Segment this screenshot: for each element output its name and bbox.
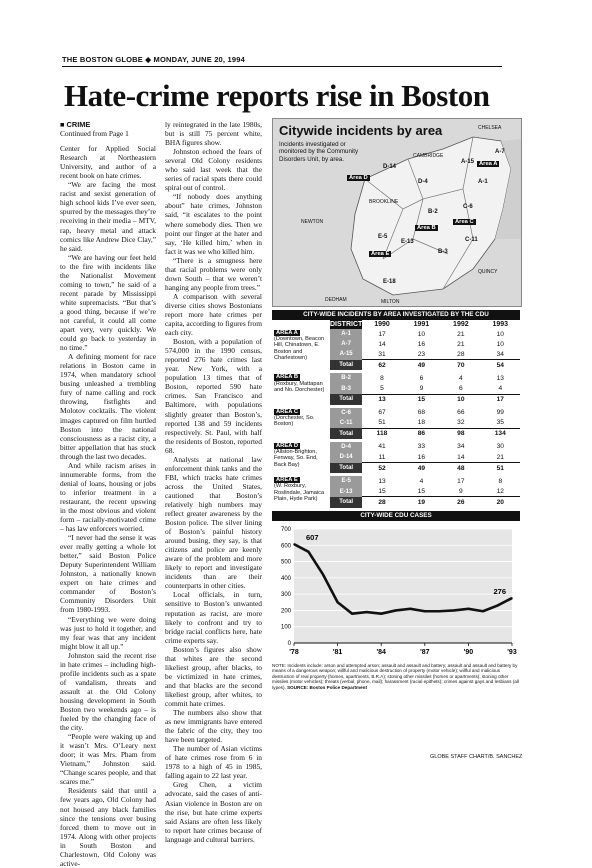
value-cell: 17 bbox=[481, 394, 520, 405]
article-paragraph: Boston’s figures also show that whites are the second likeliest group, after blacks, to be victimized in hate crimes, and that blacks are the second likeliest group, after whites, to commit hate crimes. bbox=[165, 644, 262, 708]
value-cell: 86 bbox=[402, 428, 441, 439]
district-label: D-14 bbox=[383, 164, 397, 170]
masthead: THE BOSTON GLOBE ◆ MONDAY, JUNE 20, 1994 bbox=[62, 55, 502, 67]
district-cell: Total bbox=[330, 463, 362, 474]
article-paragraph: “I never had the sense it was ever really getting a whole lot better,” said Boston Police Deputy Superintendent William Johnston, a nationally known expert on hate crimes and commander of Boston’s Community Disorders Unit from 1980-1993. bbox=[60, 533, 156, 615]
y-tick-label: 700 bbox=[280, 526, 291, 533]
value-cell: 98 bbox=[441, 428, 480, 439]
district-label: C-6 bbox=[463, 204, 473, 210]
value-cell: 68 bbox=[417, 409, 426, 417]
value-cell: 15 bbox=[402, 394, 441, 405]
cases-chart-svg bbox=[272, 521, 520, 661]
district-cell: B-2 bbox=[330, 373, 362, 383]
district-label: E-13 bbox=[401, 239, 414, 245]
note-text: NOTE: Incidents include: arson and attempted arson; assault and assault and battery; assault and assault and battery by means of a dangerous weapon; willful and malicious destruction of property (motor vehicle); willful and malicious destruction of real property (homes, apartments, B.R.A); stoning other missiles (homes or apartments); stoning other missiles (motor vehicles); threats (verbal, phone, mail); harassment (racial epithets); crimes against gays and lesbians (all types). bbox=[272, 662, 519, 690]
district-cell: D-14 bbox=[330, 452, 362, 463]
value-cell: 10 bbox=[417, 330, 426, 338]
x-tick-label: '90 bbox=[463, 648, 474, 656]
value-cell: 13 bbox=[362, 394, 401, 405]
district-label: D-4 bbox=[418, 179, 428, 185]
area-tag: Area C bbox=[455, 219, 474, 225]
area-tag: Area A bbox=[479, 161, 498, 167]
article-paragraph: Johnston echoed the fears of several Old Colony residents who said last week that the series of racial spats there could spiral out of control. bbox=[165, 147, 262, 193]
value-cell: 4 bbox=[459, 374, 463, 382]
value-cell: 14 bbox=[378, 340, 386, 348]
article-paragraph: Boston, with a population of 574,000 in the 1990 census, reported 276 hate crimes last year. New York, with a population 13 times that of Boston, reported 590 hate crimes. San Francisco and Baltimore, with populations slightly greater than Boston’s, reported 138 and 59 incidents respectively. St. Paul, with half the residents of Boston, reported 68. bbox=[165, 337, 262, 455]
value-cell: 12 bbox=[496, 487, 504, 495]
area-description: (Allston-Brighton, Fenway, So. End, Back Bay) bbox=[274, 449, 318, 468]
district-label: B-3 bbox=[438, 249, 448, 255]
area-tag: Area D bbox=[349, 175, 368, 181]
district-label: E-5 bbox=[378, 234, 388, 240]
area-name: AREA E bbox=[276, 477, 298, 484]
district-label: C-11 bbox=[465, 237, 478, 243]
data-point bbox=[424, 610, 426, 612]
value-cell: 20 bbox=[481, 497, 520, 508]
value-cell: 118 bbox=[362, 428, 401, 439]
district-label: E-18 bbox=[383, 279, 396, 285]
value-cell: 8 bbox=[498, 477, 503, 485]
section-label: ■ CRIME bbox=[60, 120, 91, 129]
cases-chart bbox=[272, 521, 520, 661]
continued-label: Continued from Page 1 bbox=[60, 129, 129, 139]
data-point bbox=[366, 611, 368, 613]
value-cell: 32 bbox=[457, 419, 465, 427]
chart-title: CITY-WIDE CDU CASES bbox=[272, 511, 520, 521]
value-cell: 67 bbox=[378, 409, 386, 417]
chart-note bbox=[272, 663, 520, 691]
value-cell: 48 bbox=[441, 463, 480, 474]
article-paragraph: “If nobody does anything about” hate crimes, Johnston said, “it escalates to the point where somebody dies. Then we point our finger at the hater and say, ‘He killed him,’ when in fact it was we who killed him. bbox=[165, 192, 262, 256]
value-cell: 9 bbox=[459, 487, 463, 495]
value-cell: 14 bbox=[457, 453, 465, 461]
column-header: 1991 bbox=[413, 321, 430, 328]
value-cell: 6 bbox=[459, 385, 463, 393]
area-cell bbox=[272, 329, 330, 370]
district-cell: C-11 bbox=[330, 418, 362, 429]
column-header: 1992 bbox=[453, 321, 469, 328]
article-paragraph: And while racism arises in innumerable forms, from the denial of loans, housing or jobs to inferior treatment in a restaurant, the recent upswing in the most obvious and violent form – racially-motivated crime – has law enforcers worried. bbox=[60, 460, 156, 534]
district-label: A-15 bbox=[461, 159, 475, 165]
y-tick-label: 0 bbox=[287, 640, 291, 647]
data-point bbox=[308, 551, 310, 553]
district-cell: E-5 bbox=[330, 476, 362, 486]
data-point bbox=[337, 601, 339, 603]
data-point bbox=[482, 610, 484, 612]
data-point bbox=[293, 543, 295, 545]
source-text: SOURCE: Boston Police Department bbox=[287, 684, 367, 690]
value-cell: 33 bbox=[417, 443, 426, 451]
district-map bbox=[272, 118, 522, 307]
district-cell: A-1 bbox=[330, 329, 362, 339]
column-header: 1990 bbox=[374, 321, 390, 328]
value-cell: 19 bbox=[402, 497, 441, 508]
place-label: CAMBRIDGE bbox=[413, 153, 444, 159]
y-tick-label: 300 bbox=[280, 591, 291, 598]
value-cell: 54 bbox=[481, 360, 520, 371]
value-cell: 11 bbox=[378, 453, 386, 461]
x-tick-label: '93 bbox=[507, 648, 517, 656]
value-cell: 4 bbox=[498, 385, 503, 393]
article-paragraph: “People were waking up and it wasn’t Mrs. O’Leary next door; it was Mrs. Pham from Vietnam,” Johnston said. “Change scares people, and that scares me.” bbox=[60, 732, 156, 787]
area-cell bbox=[272, 408, 330, 439]
article-paragraph: “We are facing the most racist and sexist generation of high school kids I’ve ever seen, spurred by the messages they’re receiving in their media – MTV, rap, heavy metal and attack comics like Andrew Dice Clay,” he said. bbox=[60, 180, 156, 253]
y-tick-label: 500 bbox=[280, 559, 291, 566]
table-title: CITY-WIDE INCIDENTS BY AREA INVESTIGATED BY THE CDU bbox=[272, 310, 520, 320]
headline: Hate-crime reports rise in Boston bbox=[64, 78, 490, 113]
place-label: QUINCY bbox=[478, 269, 498, 275]
incidents-table bbox=[272, 320, 520, 508]
y-tick-label: 400 bbox=[280, 575, 291, 582]
article-paragraph: Johnston said the recent rise in hate crimes – including high-profile incidents such as a spate of vandalism, threats and assault at the Old Colony housing development in South Boston two weekends ago – is fueled by the changing face of the city. bbox=[60, 650, 156, 733]
value-cell: 23 bbox=[417, 350, 426, 358]
value-cell: 99 bbox=[496, 409, 504, 417]
value-cell: 21 bbox=[457, 330, 465, 338]
value-cell: 10 bbox=[441, 394, 480, 405]
data-point bbox=[409, 608, 411, 610]
value-cell: 34 bbox=[496, 350, 504, 358]
place-label: BROOKLINE bbox=[369, 199, 399, 205]
value-cell: 52 bbox=[362, 463, 401, 474]
value-cell: 49 bbox=[402, 360, 441, 371]
district-cell: Total bbox=[330, 428, 362, 439]
value-cell: 16 bbox=[417, 453, 426, 461]
district-cell: Total bbox=[330, 394, 362, 405]
table-row bbox=[272, 329, 520, 339]
district-cell: A-7 bbox=[330, 339, 362, 349]
data-point bbox=[322, 573, 324, 575]
header-blank bbox=[272, 320, 330, 329]
area-cell bbox=[272, 442, 330, 473]
article-paragraph: The numbers also show that as new immigrants have entered the fabric of the city, they too have been targeted. bbox=[165, 708, 262, 745]
map-subtitle: Incidents investigated or monitored by the Community Disorders Unit, by area. bbox=[279, 141, 359, 163]
value-cell: 8 bbox=[380, 374, 384, 382]
value-cell: 66 bbox=[457, 409, 465, 417]
value-cell: 13 bbox=[496, 374, 504, 382]
staff-credit: GLOBE STAFF CHART/B. SANCHEZ bbox=[430, 754, 523, 760]
value-cell: 28 bbox=[362, 497, 401, 508]
district-label: B-2 bbox=[428, 209, 438, 215]
x-tick-label: '84 bbox=[376, 648, 386, 656]
y-tick-label: 600 bbox=[280, 542, 291, 549]
district-cell: C-6 bbox=[330, 408, 362, 418]
x-tick-label: '87 bbox=[420, 648, 430, 656]
value-cell: 41 bbox=[378, 443, 386, 451]
value-cell: 6 bbox=[419, 374, 424, 382]
data-point bbox=[380, 612, 382, 614]
article-paragraph: Analysts at national law enforcement think tanks and the FBI, which tracks hate crimes across the United States, cautioned that Boston’s relatively high numbers may reflect greater awareness by the Boston police. The silver lining of Boston’s painful history around busing, they say, is that citizens and police are keenly aware of the problem and more likely to report and investigate incidents than are their counterparts in other cities. bbox=[165, 454, 262, 591]
x-tick-label: '78 bbox=[289, 648, 299, 656]
district-cell: A-15 bbox=[330, 349, 362, 360]
article-paragraph: “There is a smugness here that racial problems were only down South – that we weren’t hanging any people from trees.” bbox=[165, 255, 262, 292]
district-cell: Total bbox=[330, 360, 362, 371]
value-cell: 5 bbox=[380, 385, 384, 393]
area-name: AREA A bbox=[276, 330, 298, 336]
value-cell: 4 bbox=[419, 477, 424, 485]
value-cell: 34 bbox=[457, 443, 465, 451]
district-cell: E-13 bbox=[330, 486, 362, 497]
area-description: (Roxbury, Mattapan and No. Dorchester) bbox=[274, 380, 325, 393]
area-description: (Dorchester, So. Boston) bbox=[274, 414, 315, 428]
value-cell: 26 bbox=[441, 497, 480, 508]
article-paragraph: Center for Applied Social Research at Northeastern University, and author of a recent book on hate crimes. bbox=[60, 144, 156, 181]
value-cell: 62 bbox=[362, 360, 401, 371]
value-cell: 28 bbox=[457, 350, 465, 358]
table-row bbox=[272, 442, 520, 452]
district-label: A-7 bbox=[495, 149, 505, 155]
place-label: MILTON bbox=[381, 299, 400, 305]
callout-label: 276 bbox=[493, 586, 506, 596]
district-label: A-1 bbox=[478, 179, 488, 185]
data-point bbox=[468, 608, 470, 610]
table-row bbox=[272, 408, 520, 418]
place-label: DEDHAM bbox=[325, 297, 347, 303]
area-name: AREA C bbox=[276, 408, 299, 415]
value-cell: 15 bbox=[378, 487, 386, 495]
place-label: CHELSEA bbox=[478, 125, 502, 131]
column-header: 1993 bbox=[492, 321, 509, 328]
district-cell: D-4 bbox=[330, 442, 362, 452]
value-cell: 51 bbox=[481, 463, 520, 474]
article-paragraph: Greg Chen, a victim advocate, said the cases of anti-Asian violence in Boston are on the rise, but hate crime experts said Asians are often less likely to report hate crimes because of language and cultural barriers. bbox=[165, 780, 262, 844]
value-cell: 16 bbox=[417, 340, 426, 348]
data-point bbox=[497, 604, 499, 606]
callout-label: 607 bbox=[306, 532, 319, 542]
plot-background bbox=[294, 529, 512, 643]
value-cell: 35 bbox=[496, 419, 504, 427]
value-cell: 51 bbox=[378, 419, 386, 427]
x-tick-label: '81 bbox=[332, 648, 343, 656]
value-cell: 31 bbox=[378, 350, 386, 358]
value-cell: 17 bbox=[378, 330, 386, 338]
value-cell: 21 bbox=[496, 453, 504, 461]
article-column-1 bbox=[60, 120, 156, 868]
area-tag: Area B bbox=[417, 225, 436, 231]
table-row bbox=[272, 373, 520, 383]
article-paragraph: A comparison with several diverse cities shows Bostonians report more hate crimes per capita, according to figures from each city. bbox=[165, 291, 262, 338]
column-header: DISTRICT bbox=[330, 321, 363, 328]
article-paragraph: ly reintegrated in the late 1980s, but is still 75 percent white, BHA figures show. bbox=[165, 120, 262, 148]
area-cell bbox=[272, 373, 330, 404]
district-cell: Total bbox=[330, 497, 362, 508]
value-cell: 10 bbox=[496, 330, 504, 338]
area-tag: Area E bbox=[371, 251, 390, 257]
y-tick-label: 100 bbox=[280, 624, 291, 631]
value-cell: 49 bbox=[402, 463, 441, 474]
district-cell: B-3 bbox=[330, 383, 362, 394]
article-paragraph: “Everything we were doing was just to hold it together, and my fear was that any incident might blow it all up.” bbox=[60, 614, 156, 651]
data-point bbox=[439, 610, 441, 612]
value-cell: 21 bbox=[457, 340, 465, 348]
article-column-2 bbox=[165, 120, 262, 844]
value-cell: 134 bbox=[481, 428, 520, 439]
place-label: NEWTON bbox=[301, 219, 324, 225]
map-title: Citywide incidents by area bbox=[279, 123, 443, 138]
article-paragraph: A defining moment for race relations in Boston came in 1974, when mandatory school busing unleashed a trembling fury of name calling and rock throwing, fistfights and Molotov cocktails. The violent images captured on film hurtled Boston into the national consciousness as a racist city, a bitter appellation that has stuck through the last two decades. bbox=[60, 352, 156, 461]
value-cell: 13 bbox=[378, 477, 386, 485]
value-cell: 9 bbox=[419, 385, 424, 393]
data-point bbox=[395, 609, 397, 611]
article-paragraph: Residents said that until a few years ago, Old Colony had not housed any black families since the tensions over busing forced them to move out in 1974. Along with other projects in South Boston and Charlestown, Old Colony was active- bbox=[60, 786, 156, 868]
value-cell: 17 bbox=[457, 477, 465, 485]
area-cell bbox=[272, 476, 330, 507]
data-point bbox=[511, 597, 513, 599]
value-cell: 18 bbox=[417, 419, 426, 427]
y-tick-label: 200 bbox=[280, 607, 291, 614]
article-paragraph: “We are having our feet held to the fire with incidents like the Nationalist Movement coming to town,” he said of a recent parade by Mississippi white supremacists. “But that’s a good thing, because if we’re not careful, it could all come apart very, very quickly. We could go back to yesterday in no time.” bbox=[60, 252, 156, 353]
data-point bbox=[351, 612, 353, 614]
value-cell: 15 bbox=[417, 487, 426, 495]
value-cell: 70 bbox=[441, 360, 480, 371]
value-cell: 30 bbox=[496, 443, 504, 451]
data-point bbox=[453, 609, 455, 611]
table-row bbox=[272, 476, 520, 486]
area-description: (Downtown, Beacon Hill, Chinatown, E. Boston and Charlestown) bbox=[274, 336, 325, 361]
value-cell: 10 bbox=[496, 340, 504, 348]
article-paragraph: The number of Asian victims of hate crimes rose from 6 in 1978 to a high of 45 in 1985, falling again to 22 last year. bbox=[165, 744, 262, 781]
area-description: (W. Roxbury, Roslindale, Jamaica Plain, Hyde Park) bbox=[274, 483, 325, 502]
article-paragraph: Local officials, in turn, sensitive to Boston’s unwanted reputation as racist, are more likely to confront and try to bridge racial conflicts here, hate crime experts say. bbox=[165, 590, 262, 645]
infographic bbox=[272, 118, 520, 690]
area-name: AREA B bbox=[276, 374, 299, 381]
area-name: AREA D bbox=[276, 442, 299, 449]
